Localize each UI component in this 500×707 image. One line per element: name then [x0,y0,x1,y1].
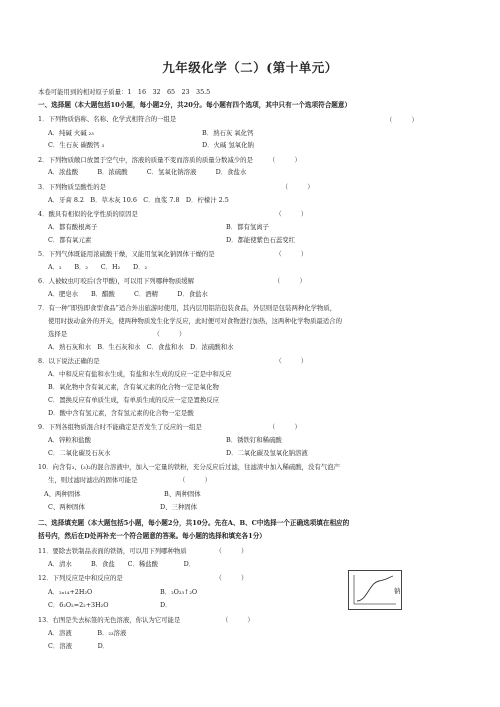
question-9-option-c: C．二氧化碳及石灰水 [48,449,111,457]
question-9-option-d: D．二氧化碳及氢氧化钠溶液 [226,449,308,457]
question-13: 13．右图是失去标签的无色溶液，你认为它可能是 （ ） [38,616,254,624]
question-10-option-c: C、两种固体 [48,503,85,511]
question-6: 6．人被蚊虫叮咬后(含甲酸)，可以用下列哪种物质缓解 （ ） [38,277,306,285]
question-3: 3．下列物质呈酸性的是 （ ） [38,183,314,191]
question-12-option-c: C．6₂O₂=2₂+3H₂O [48,601,109,609]
question-10-line-2: 生，则过滤时滤出的固体可能是 （ ） [48,476,211,484]
section2-header-line-2: 括号内，然后在D处再补充一个符合题意的答案。每小题的选择和填充各1分） [38,532,266,540]
question-4-option-c: C．都有氧元素 [48,236,92,244]
question-4-option-d: D．都能使紫色石蕊变红 [226,236,296,244]
question-11-options: A．清水 B．食盐 C．稀盐酸 D． [48,560,196,568]
question-9: 9．下列各组物质混合时不能确定是否发生了反应的一组是 （ ） [38,423,301,431]
question-8-option-c: C．置换反应有单质生成，有单质生成的反应一定是置换反应 [48,396,220,404]
question-7-line-3: 选择是 （ ） [48,330,186,338]
question-9-option-a: A．锌粒和盐酸 [48,436,91,444]
question-12: 12．下列反应是中和反应的是 （ ） [38,574,248,582]
section2-header-line-1: 二、选择填充题（本大题包括5小题，每小题2分，共10分。先在A、B、C中选择一个正确选项填在相应的 [38,519,350,527]
question-8-option-b: B．氧化物中含有氧元素，含有氧元素的化合物一定是氧化物 [48,383,219,391]
question-13-options-cd: C．溶液 D． [48,642,110,650]
question-11: 11．要除去铁制品表面的铁锈，可以用下列哪种物质 （ ） [38,547,248,555]
question-3-options: A．牙膏 8.2 B．草木灰 10.6 C．血浆 7.8 D．柠檬汁 2.5 [48,196,229,204]
question-5-options: A．₂ B．₂ C．H₂ D．₂ [48,263,148,271]
question-7-line-2: 使用时拔动盒外的开关，使两种物质发生化学反应，此时便可对食物进行加热，这两种化学物质最适合的 [48,317,342,325]
question-7-options: A．熟石灰和水 B．生石灰和水 C．食盐和水 D．浓硫酸和水 [48,343,234,351]
question-1-option-b: B．熟石灰 氧化钙 [202,129,254,137]
question-10-option-d: D、三种固体 [160,503,198,511]
question-13-options-ab: A．溶液 B．₂₃溶液 [48,629,127,637]
question-1-option-a: A．纯碱 火碱 ₂₃ [48,129,94,137]
question-10-option-b: B、两种固体 [164,490,201,498]
page-title: 九年级化学（二）(第十单元） [162,60,338,75]
question-5: 5．下列气体既能用浓硫酸干燥，又能用氢氧化钠固体干燥的是 （ ） [38,250,308,258]
question-10-option-a: A、两种固体 [44,490,81,498]
question-2: 2．下列物质敞口放置于空气中，溶液的质量不变而溶质的质量分数减少的是 （ ） [38,156,301,164]
question-2-options: A．浓盐酸 B．浓硫酸 C．氢氧化钠溶液 D．食盐水 [48,168,247,176]
section1-header: 一、选择题（本大题包括10小题，每小题2分，共20分。每小题有四个选项，其中只有一个选项符合题意） [38,101,352,109]
question-8-option-a: A．中和反应有盐和水生成，有盐和水生成的反应一定是中和反应 [48,370,232,378]
question-9-option-b: B．锈铁钉和稀硫酸 [226,436,282,444]
question-8-option-d: D．酸中含有氢元素，含有氢元素的化合物一定是酸 [48,409,194,417]
question-4: 4．酸具有相似的化学性质的原因是 （ ） [38,210,308,218]
question-1-option-d: D．火碱 氢氧化钠 [202,141,254,149]
question-7-line-1: 7．有一种“即热即食型食品”适合外出旅游时使用，其内层用铝箔包装食品，外层则是包装两种化学物质， [38,304,337,312]
atomic-masses-note: 本卷可能用到的相对原子质量：1 16 32 65 23 35.5 [38,88,211,96]
question-4-option-a: A．都有酸根离子 [48,223,98,231]
question-1-answer-paren: （ ） [386,116,418,124]
question-10-line-1: 10．向含有₃、(₃)₂的混合溶液中，加入一定量的铁粉，充分反应后过滤，往滤渣中加入稀硫酸，没有气泡产 [38,463,340,471]
question-6-options: A．肥皂水 B．醋酸 C．酒精 D．食盐水 [48,290,208,298]
question-4-option-b: B．都有氢离子 [226,223,270,231]
figure-label: 钠 [394,587,401,595]
question-12-option-a: A．₂ₙ₁₄+2H₂O [48,588,93,596]
question-12-option-b: B．₂O₂₃↑₂O [160,588,198,596]
question-8: 8．以下说法正确的是 （ ） [38,357,308,365]
question-1-option-c: C．生石灰 碳酸钙 ₃ [48,141,105,149]
question-1: 1．下列物质俗称、名称、化学式相符合的一组是 [38,115,177,123]
question-12-option-d: D． [160,601,172,609]
